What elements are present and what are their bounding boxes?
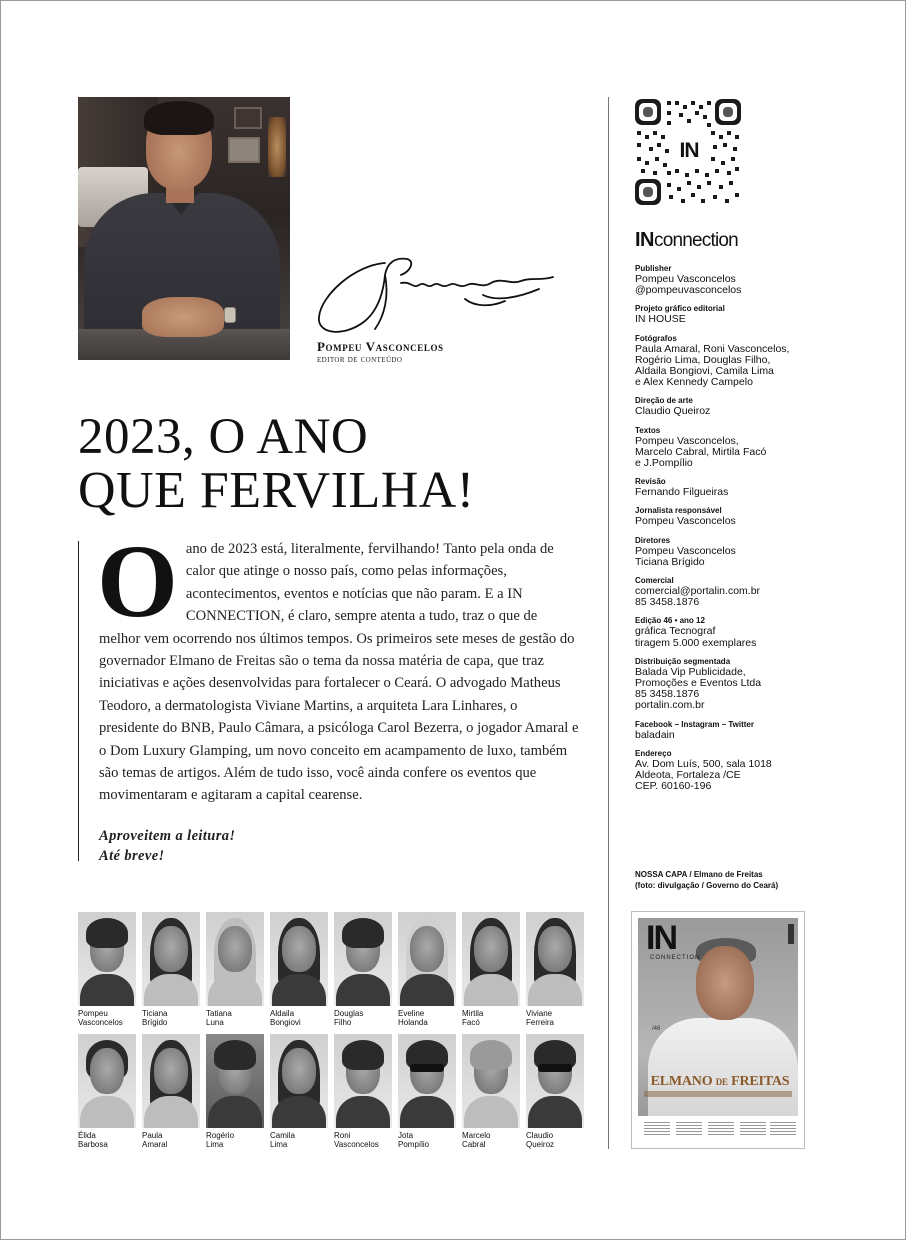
credit-title: Publisher (635, 264, 672, 273)
credit-line: Promoções e Eventos Ltda (635, 677, 762, 690)
editor-portrait (78, 97, 290, 360)
cover-caption (635, 869, 778, 891)
page-title (78, 410, 588, 518)
credit-line: Av. Dom Luís, 500, sala 1018 (635, 757, 772, 770)
contributor-photo (142, 1034, 200, 1128)
credit-title: Projeto gráfico editorial (635, 304, 725, 314)
contributor-photo (206, 912, 264, 1006)
contributor-first-name: Eveline (398, 1009, 425, 1018)
contributor-photo (462, 1034, 520, 1128)
contributor-card (398, 1034, 456, 1149)
credit-title: Facebook – Instagram – Twitter (635, 719, 754, 729)
commercial-email[interactable]: comercial@portalin.com.br (635, 585, 761, 598)
contributor-photo (526, 912, 584, 1006)
cover-side-mark (788, 924, 794, 944)
contributor-first-name: Mirtila (462, 1009, 484, 1018)
contributor-first-name: Viviane (526, 1009, 553, 1018)
credit-line: gráfica Tecnograf (635, 625, 716, 638)
cover-caption-line-1: NOSSA CAPA / Elmano de Freitas (635, 870, 763, 879)
credit-title: Endereço (635, 748, 672, 758)
contributor-last-name: Brígido (142, 1018, 168, 1027)
contributor-photo (398, 912, 456, 1006)
contributor-card (334, 1034, 392, 1149)
contributor-photo (462, 912, 520, 1006)
editor-signature (315, 255, 555, 340)
contributor-first-name: Roni (334, 1131, 351, 1140)
contributor-card (462, 1034, 520, 1149)
credit-block (635, 616, 895, 648)
cover-title-small: DE (715, 1077, 728, 1087)
contributor-card (142, 912, 200, 1027)
contributor-card (398, 912, 456, 1027)
contributor-first-name: Camila (270, 1131, 295, 1140)
article-rule (78, 541, 79, 861)
credit-line: Fernando Filgueiras (635, 486, 729, 499)
contributor-first-name: Ticiana (142, 1009, 168, 1018)
headline-line-1: 2023, O ANO (78, 409, 369, 465)
credit-block (635, 657, 895, 712)
contributor-photo (270, 912, 328, 1006)
contributor-first-name: Douglas (334, 1009, 364, 1018)
credit-title: Distribuição segmentada (635, 656, 731, 666)
credit-line: Pompeu Vasconcelos (635, 544, 736, 557)
magazine-cover (631, 911, 805, 1149)
cover-title-end: FREITAS (731, 1074, 790, 1089)
contributor-last-name: Queiroz (526, 1140, 555, 1149)
cover-footer (638, 1116, 798, 1142)
contributor-photo (78, 912, 136, 1006)
contributor-last-name: Ferreira (526, 1018, 555, 1027)
contributor-first-name: Jota (398, 1131, 414, 1140)
website-link[interactable]: portalin.com.br (635, 699, 705, 712)
contributor-first-name: Marcelo (462, 1131, 491, 1140)
contributor-last-name: Barbosa (78, 1140, 108, 1149)
credit-line: tiragem 5.000 exemplares (635, 636, 757, 649)
credit-block (635, 536, 895, 568)
closing-line-2: Até breve! (99, 848, 165, 864)
credit-line: Pompeu Vasconcelos (635, 515, 736, 528)
contributor-card (526, 912, 584, 1027)
credit-title: Edição 46 • ano 12 (635, 616, 705, 626)
credit-block (635, 334, 895, 389)
contributor-card (334, 912, 392, 1027)
contributor-photo (334, 912, 392, 1006)
credit-block (635, 749, 895, 793)
brand-in: IN (635, 229, 654, 251)
contributor-last-name: Vasconcelos (78, 1018, 123, 1027)
credit-line: Rogério Lima, Douglas Filho, (635, 353, 771, 366)
contributor-first-name: Rogério (206, 1131, 235, 1140)
contributor-photo (526, 1034, 584, 1128)
editor-role: editor de conteúdo (317, 355, 403, 365)
credit-block (635, 426, 895, 470)
credit-line: Balada Vip Publicidade, (635, 665, 746, 678)
contributor-card (206, 912, 264, 1027)
credit-line: 85 3458.1876 (635, 596, 700, 609)
credit-block (635, 576, 895, 608)
cover-subtitle-bar (644, 1091, 792, 1097)
contributor-first-name: Tatiana (206, 1009, 232, 1018)
social-handle: baladain (635, 728, 675, 741)
contributor-last-name: Pompílio (398, 1140, 430, 1149)
cover-caption-line-2: (foto: divulgação / Governo do Ceará) (635, 881, 779, 890)
credit-block (635, 396, 895, 417)
article-body (97, 524, 580, 807)
column-divider (608, 97, 609, 1149)
contributor-last-name: Facó (462, 1018, 480, 1027)
article-text: ano de 2023 está, literalmente, fervilhando! Tanto pela onda de calor que atinge o nosso país, como pelas informações, acontecimentos, eventos e notícias que não param. E a IN CONNECTION, é claro, sempre atenta a tudo, traz o que de melhor vem ocorrendo nos últimos tempos. Os primeiros sete meses de gestão do governador Elmano de Freitas são o tema da nossa matéria de capa, que traz iniciativas e ações desenvolvidas para fortalecer o Ceará. O advogado Matheus Teodoro, a dermatologista Viviane Martins, a arquiteta Lara Linhares, o presidente do BNB, Paulo Câmara, a psicóloga Carol Bezerra, o jogador Amaral e o Dom Luxury Glamping, um novo conceito em acampamento de luxo, também são temas de artigos. Além de tudo isso, você ainda confere os eventos que movimentaram e agitaram a capital cearense. (99, 541, 579, 804)
contributor-first-name: Claudio (526, 1131, 554, 1140)
credit-title: Jornalista responsável (635, 506, 722, 516)
credit-block (635, 304, 895, 325)
editor-name: Pompeu Vasconcelos (317, 339, 444, 354)
credit-line: @pompeuvasconcelos (635, 284, 742, 297)
contributor-last-name: Cabral (462, 1140, 486, 1149)
credit-title: Textos (635, 425, 661, 435)
cover-title (642, 1074, 798, 1090)
contributor-first-name: Élida (78, 1131, 96, 1140)
contributor-photo (334, 1034, 392, 1128)
contributor-photo (142, 912, 200, 1006)
credit-line: Pompeu Vasconcelos (635, 273, 736, 285)
contributor-card (78, 1034, 136, 1149)
credit-line: IN HOUSE (635, 313, 686, 326)
cover-sublogo: CONNECTION (650, 955, 701, 961)
credit-block (635, 477, 895, 498)
contributor-photo (398, 1034, 456, 1128)
contributor-card (270, 1034, 328, 1149)
masthead-credits (635, 264, 895, 800)
credit-title: Direção de arte (635, 396, 693, 406)
contributor-card (206, 1034, 264, 1149)
contributor-card (142, 1034, 200, 1149)
contributor-photo (78, 1034, 136, 1128)
contributor-photo (270, 1034, 328, 1128)
credit-line: Pompeu Vasconcelos, (635, 434, 739, 447)
contributor-last-name: Amaral (142, 1140, 168, 1149)
contributor-card (270, 912, 328, 1027)
cover-logo: IN (646, 919, 676, 957)
contributor-card (526, 1034, 584, 1149)
contributor-last-name: Lima (270, 1140, 288, 1149)
credit-line: Claudio Queiroz (635, 405, 711, 418)
contributor-photo (206, 1034, 264, 1128)
contributor-last-name: Lima (206, 1140, 224, 1149)
contributor-last-name: Holanda (398, 1018, 428, 1027)
drop-cap: O (97, 524, 178, 639)
credit-title: Diretores (635, 535, 671, 545)
brand-connection: connection (654, 230, 738, 251)
headline-line-2: QUE FERVILHA! (78, 462, 475, 519)
contributor-first-name: Paula (142, 1131, 163, 1140)
contributor-last-name: Vasconcelos (334, 1140, 379, 1149)
credit-line: CEP. 60160-196 (635, 780, 712, 793)
credit-title: Fotógrafos (635, 333, 677, 343)
contributor-last-name: Bongiovi (270, 1018, 301, 1027)
cover-title-main: ELMANO (650, 1074, 713, 1089)
contributor-last-name: Filho (334, 1018, 352, 1027)
article-closing (99, 826, 235, 866)
credit-title: Revisão (635, 477, 666, 487)
contributor-first-name: Aldaila (270, 1009, 295, 1018)
qr-logo: IN (675, 139, 703, 163)
credit-line: 85 3458.1876 (635, 688, 700, 701)
credit-line: e J.Pompílio (635, 457, 693, 470)
credit-block (635, 506, 895, 527)
credit-block (635, 720, 895, 741)
credit-line: Paula Amaral, Roni Vasconcelos, (635, 342, 790, 355)
cover-edition: /46 (652, 1026, 661, 1032)
contributor-card (78, 912, 136, 1027)
credit-line: Aldaila Bongiovi, Camila Lima (635, 365, 774, 378)
credit-line: Ticiana Brígido (635, 555, 705, 568)
closing-line-1: Aproveitem a leitura! (99, 828, 236, 844)
magazine-brand (635, 228, 738, 253)
credit-line: e Alex Kennedy Campelo (635, 376, 753, 389)
credit-title: Comercial (635, 576, 674, 586)
credit-block (635, 264, 895, 296)
contributor-last-name: Luna (206, 1018, 224, 1027)
contributor-card (462, 912, 520, 1027)
contributor-first-name: Pompeu (78, 1009, 108, 1018)
credit-line: Marcelo Cabral, Mirtila Facó (635, 445, 767, 458)
credit-line: Aldeota, Fortaleza /CE (635, 769, 741, 782)
